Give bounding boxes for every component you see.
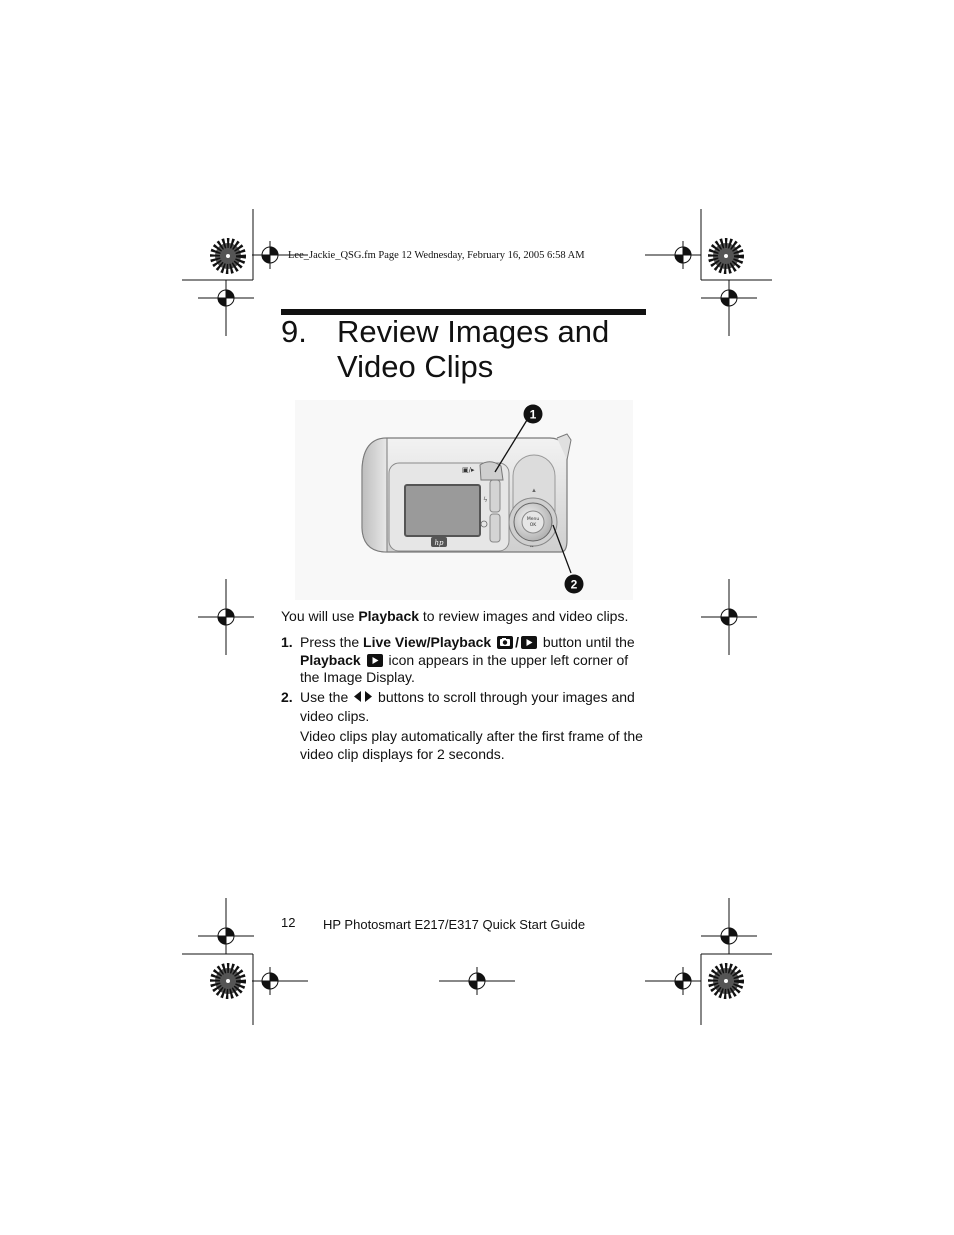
intro-paragraph: [281, 608, 646, 626]
step-2: [281, 689, 646, 763]
hp-logo: hp: [434, 539, 444, 547]
file-header: Lee_Jackie_QSG.fm Page 12 Wednesday, February 16, 2005 6:58 AM: [288, 250, 585, 261]
section-number: 9.: [281, 314, 307, 349]
ok-label: OK: [529, 523, 537, 528]
menu-label: Menu: [526, 517, 540, 522]
svg-text:▲: ▲: [531, 488, 537, 494]
intro-text-b: to review images and video clips.: [419, 608, 629, 624]
playback-icon: [521, 636, 537, 649]
step-2-number: 2.: [281, 689, 293, 705]
step-1-number: 1.: [281, 634, 293, 650]
step-1: [281, 634, 646, 687]
step-1-live-view-playback-term: Live View/Playback: [363, 634, 492, 650]
svg-text:▣/▸: ▣/▸: [462, 466, 475, 474]
intro-playback-term: Playback: [358, 608, 420, 624]
step-1-text-a: Press the: [300, 634, 364, 650]
playback-icon: [367, 654, 383, 667]
title-line-2: Video Clips: [337, 349, 494, 384]
step-1-text-b: button until the: [538, 634, 635, 650]
svg-text:ϟ: ϟ: [483, 496, 488, 504]
svg-text:▪▪: ▪▪: [530, 544, 534, 550]
callout-1: 1: [529, 407, 537, 422]
step-1-slash: /: [515, 634, 519, 650]
section-title: [281, 314, 609, 384]
page-number: 12: [281, 915, 296, 930]
step-1-text-c: icon appears in the upper left corner of the Image Display.: [300, 651, 629, 685]
title-line-1: Review Images and: [337, 314, 610, 349]
step-1-playback-term: Playback: [300, 651, 361, 668]
left-right-arrows-icon: [352, 690, 374, 708]
step-2-text-a: Use the: [300, 689, 353, 705]
callout-2: 2: [570, 577, 578, 592]
step-2-note: Video clips play automatically after the first frame of the video clip displays for 2 seconds.: [300, 728, 643, 762]
camera-back-illustration: [295, 400, 633, 600]
step-2-text-b: buttons to scroll through your images and video clips.: [300, 689, 635, 724]
intro-text-a: You will use: [281, 608, 359, 624]
guide-title: HP Photosmart E217/E317 Quick Start Guide: [323, 917, 586, 932]
camera-icon: [497, 636, 513, 649]
